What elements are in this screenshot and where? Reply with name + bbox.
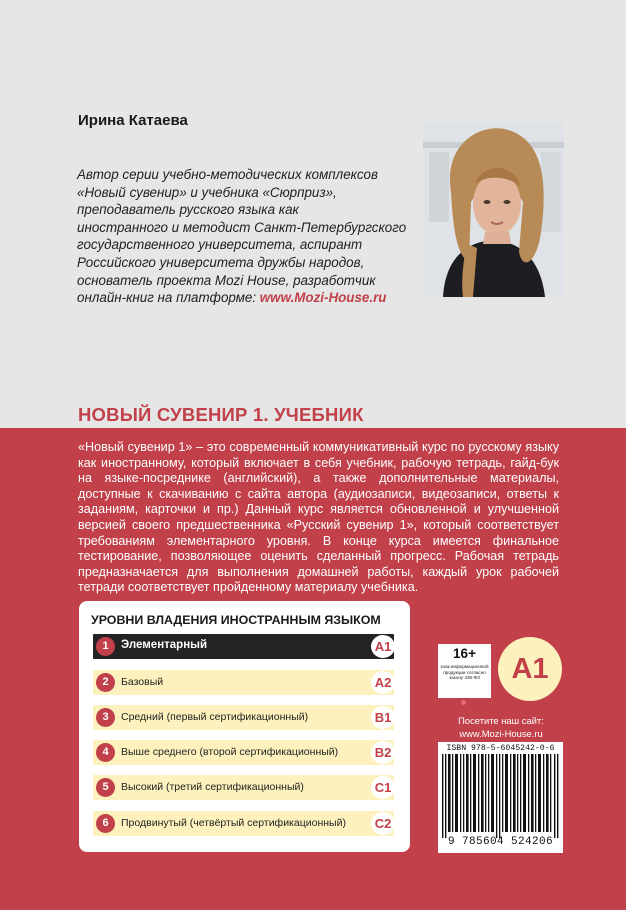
age-rating-box: [438, 644, 491, 698]
bio-line: Российского университета дружбы народов,: [77, 254, 365, 270]
bio-line: государственного университета, аспирант: [77, 237, 363, 253]
level-code-badge: B2: [371, 741, 395, 764]
levels-title: УРОВНИ ВЛАДЕНИЯ ИНОСТРАННЫМ ЯЗЫКОМ: [91, 613, 381, 627]
age-rating-value: 16+: [453, 646, 476, 661]
bio-line: основатель проекта Mozi House, разработчик: [77, 272, 376, 288]
level-number: 4: [96, 743, 115, 762]
level-row-c2: [93, 811, 394, 836]
level-label: Продвинутый (четвёртый сертификационный): [121, 817, 346, 829]
level-row-c1: [93, 775, 394, 800]
level-label: Средний (первый сертификационный): [121, 711, 309, 723]
bio-line: преподаватель русского языка как: [77, 202, 299, 218]
level-row-b2: [93, 740, 394, 765]
author-photo: [423, 122, 564, 297]
level-label: Выше среднего (второй сертификационный): [121, 746, 339, 758]
author-name: Ирина Катаева: [78, 112, 188, 129]
website-url[interactable]: www.Mozi-House.ru: [459, 727, 543, 739]
level-row-b1: [93, 705, 394, 730]
level-code-badge: B1: [371, 706, 395, 729]
level-code-badge: C1: [371, 776, 395, 799]
website-label: Посетите наш сайт:: [458, 715, 544, 726]
decorative-dot: [461, 700, 466, 705]
barcode: [438, 742, 563, 853]
level-code-badge: C2: [371, 812, 395, 835]
level-code-badge: A1: [371, 635, 395, 658]
level-code-badge: A2: [371, 671, 395, 694]
author-bio: [77, 166, 417, 307]
level-number: 3: [96, 708, 115, 727]
website-note: [438, 715, 564, 740]
ean-number: 9 785604 524206: [447, 836, 554, 848]
level-row-a1: [93, 634, 394, 659]
book-description: «Новый сувенир 1» – это современный коммуникативный курс по русскому языку как иностранному, который включает в себя учебник, рабочую тетрадь, гайд-бук на языке-посреднике (английский), а также дополнительные материалы, доступные к скачиванию с сайта автора (аудиозаписи, видеозаписи, ответы к заданиям, карточки и пр.) Данный курс является обновленной и улучшенной версией своего предшественника «Русский сувенир 1», который соответствует требованиям элементарного уровня. В конце курса имеется финальное тестирование, позволяющее оценить сделанный прогресс. Рабочая тетрадь предназначается для выполнения домашней работы, каждый урок рабочей тетради соответствует пройденному материалу учебника.: [78, 440, 559, 595]
level-label: Базовый: [121, 676, 164, 688]
level-number: 2: [96, 673, 115, 692]
bio-line: иностранного и методист Санкт-Петербургского: [77, 219, 407, 235]
isbn-text: ISBN 978-5-6045242-0-6: [446, 744, 555, 753]
bio-line: «Новый сувенир» и учебника «Сюрприз»,: [77, 184, 337, 200]
level-number: 6: [96, 814, 115, 833]
level-badge: A1: [498, 637, 562, 701]
bio-line: Автор серии учебно-методических комплексов: [77, 167, 378, 182]
bio-line: онлайн-книг на платформе:: [77, 290, 260, 306]
author-website-link[interactable]: www.Mozi-House.ru: [259, 290, 387, 306]
author-section: [0, 0, 626, 428]
book-title: НОВЫЙ СУВЕНИР 1. УЧЕБНИК: [78, 404, 364, 425]
level-row-a2: [93, 670, 394, 695]
level-label: Высокий (третий сертификационный): [121, 781, 304, 793]
level-number: 5: [96, 778, 115, 797]
language-levels-card: [79, 601, 410, 852]
level-number: 1: [96, 637, 115, 656]
level-label: Элементарный: [121, 639, 208, 651]
barcode-bars: [441, 754, 560, 838]
age-rating-text: знак информационной продукции согласно закону 436-ФЗ: [440, 664, 489, 681]
